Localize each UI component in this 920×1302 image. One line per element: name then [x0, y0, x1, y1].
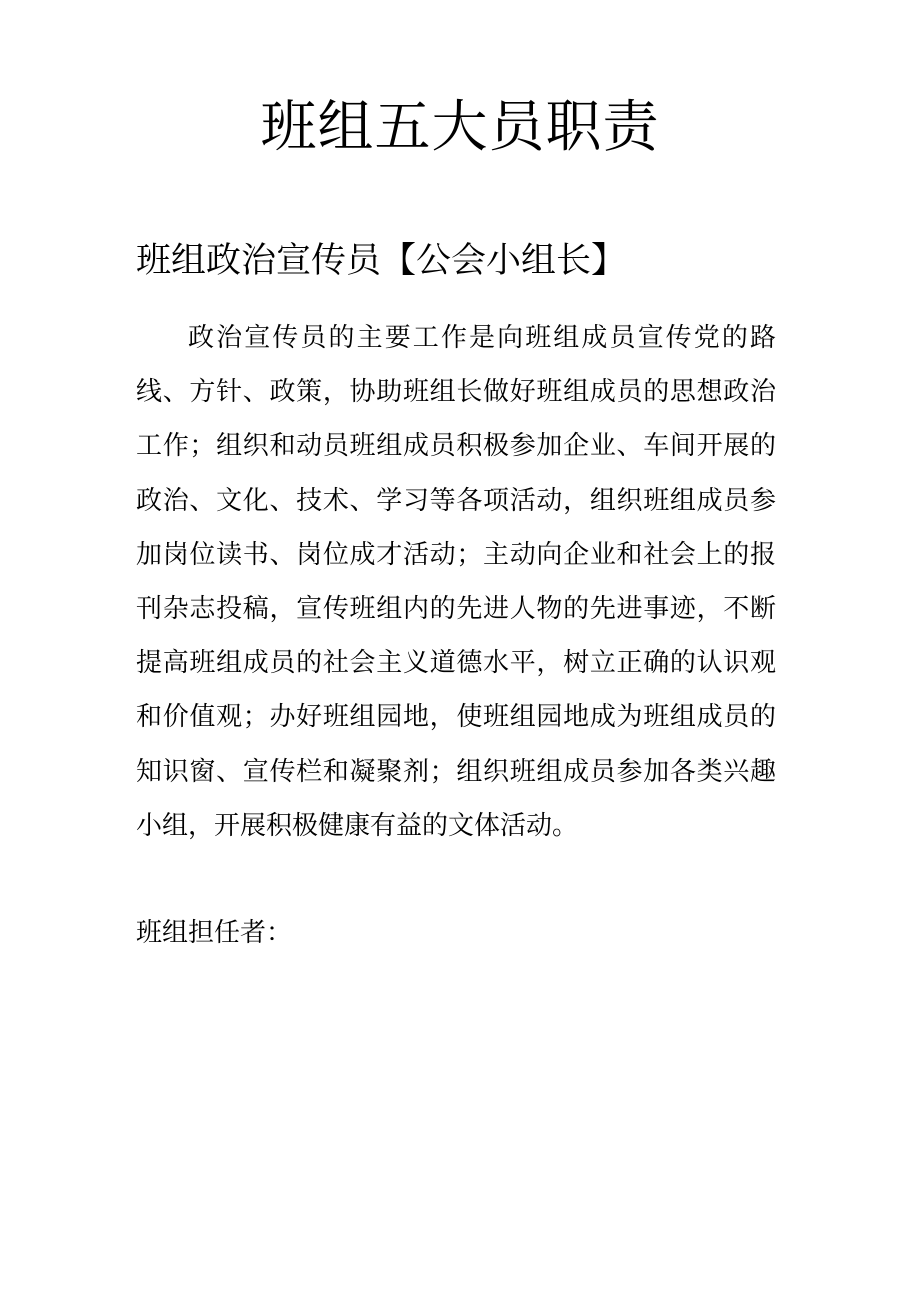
section-heading: 班组政治宣传员【公会小组长】: [136, 241, 627, 281]
document-title: 班组五大员职责: [260, 95, 660, 160]
section-body-paragraph: 政治宣传员的主要工作是向班组成员宣传党的路线、方针、政策，协助班组长做好班组成员的思想政治工作；组织和动员班组成员积极参加企业、车间开展的政治、文化、技术、学习等各项活动，组织班组成员参加岗位读书、岗位成才活动；主动向企业和社会上的报刊杂志投稿，宣传班组内的先进人物的先进事迹，不断提高班组成员的社会主义道德水平，树立正确的认识观和价值观；办好班组园地，使班组园地成为班组成员的知识窗、宣传栏和凝聚剂；组织班组成员参加各类兴趣小组，开展积极健康有益的文体活动。: [136, 323, 776, 841]
assignee-label: 班组担任者：: [136, 918, 293, 948]
